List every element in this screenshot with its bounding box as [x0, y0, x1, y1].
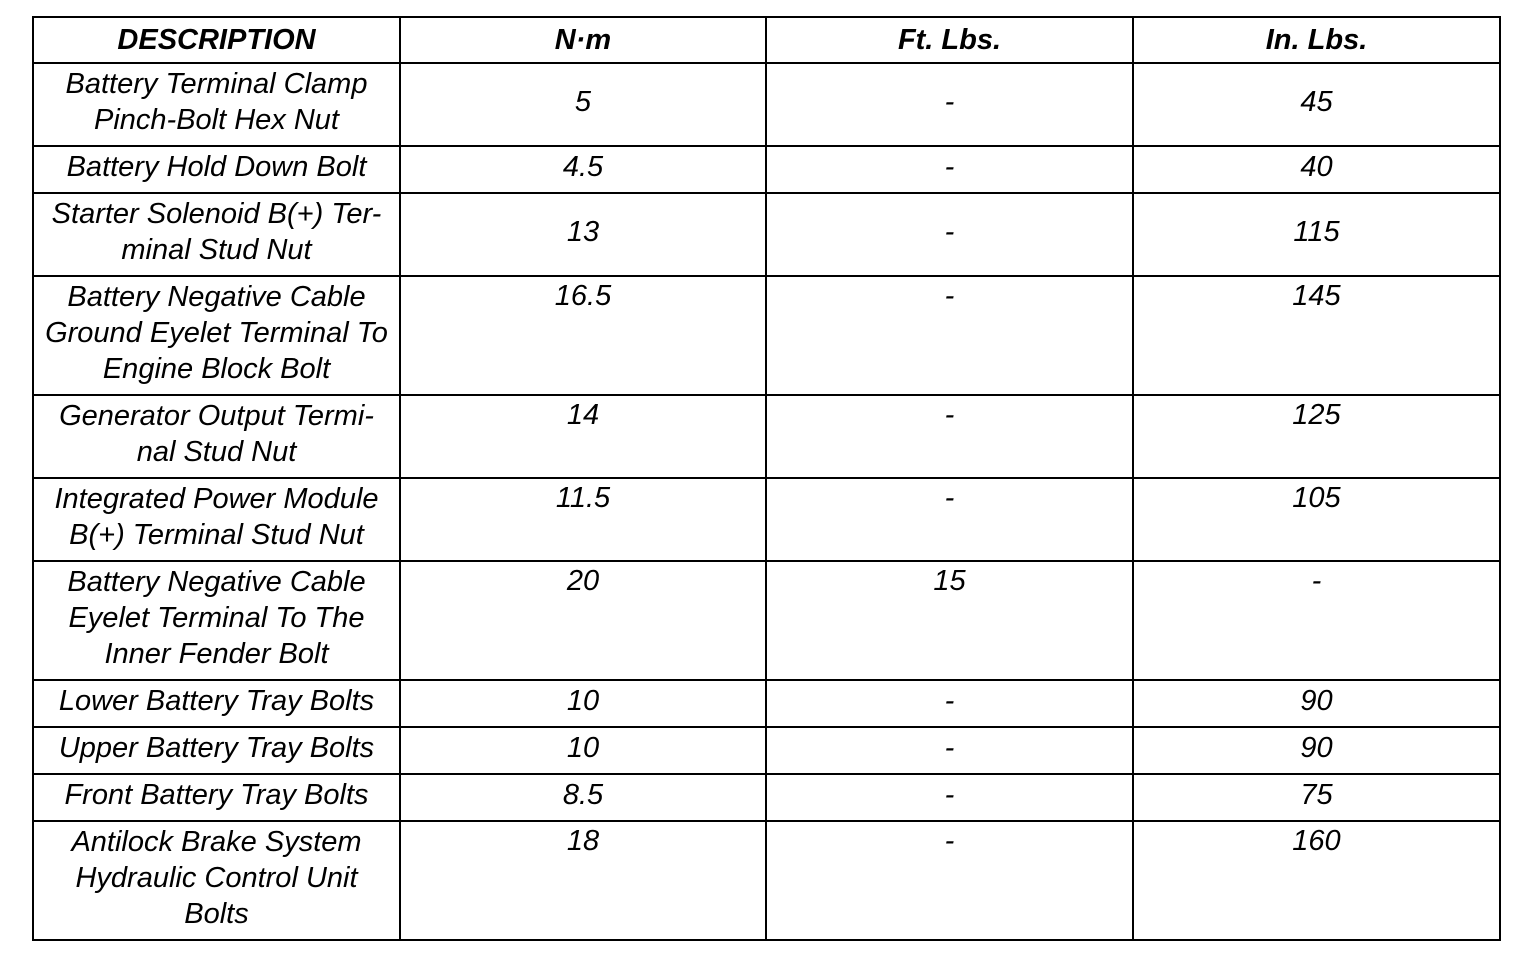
- row-foot-pounds: -: [766, 727, 1133, 774]
- row-foot-pounds: -: [766, 774, 1133, 821]
- row-newton-meters: 18: [400, 821, 766, 940]
- row-foot-pounds: -: [766, 821, 1133, 940]
- row-foot-pounds: -: [766, 193, 1133, 276]
- table-body: [33, 63, 1500, 940]
- row-newton-meters: 16.5: [400, 276, 766, 395]
- row-inch-pounds: 160: [1133, 821, 1500, 940]
- row-inch-pounds: -: [1133, 561, 1500, 680]
- table-header: [33, 17, 1500, 63]
- table-row: [33, 821, 1500, 940]
- row-inch-pounds: 105: [1133, 478, 1500, 561]
- row-description: Starter Solenoid B(+) Ter-minal Stud Nut: [33, 193, 400, 276]
- row-newton-meters: 11.5: [400, 478, 766, 561]
- row-newton-meters: 10: [400, 680, 766, 727]
- row-inch-pounds: 90: [1133, 727, 1500, 774]
- row-newton-meters: 8.5: [400, 774, 766, 821]
- torque-specification-table: [32, 16, 1501, 941]
- table-row: [33, 63, 1500, 146]
- table-row: [33, 774, 1500, 821]
- header-description: DESCRIPTION: [33, 17, 400, 63]
- table-row: [33, 680, 1500, 727]
- row-inch-pounds: 125: [1133, 395, 1500, 478]
- table-row: [33, 395, 1500, 478]
- table-row: [33, 146, 1500, 193]
- row-newton-meters: 4.5: [400, 146, 766, 193]
- row-newton-meters: 14: [400, 395, 766, 478]
- row-description: Battery Hold Down Bolt: [33, 146, 400, 193]
- row-foot-pounds: -: [766, 63, 1133, 146]
- row-inch-pounds: 90: [1133, 680, 1500, 727]
- row-foot-pounds: -: [766, 276, 1133, 395]
- table-row: [33, 478, 1500, 561]
- row-inch-pounds: 45: [1133, 63, 1500, 146]
- row-foot-pounds: -: [766, 146, 1133, 193]
- row-description: Upper Battery Tray Bolts: [33, 727, 400, 774]
- row-foot-pounds: -: [766, 395, 1133, 478]
- header-inch-pounds: In. Lbs.: [1133, 17, 1500, 63]
- header-row: [33, 17, 1500, 63]
- table-row: [33, 276, 1500, 395]
- row-description: Battery Negative Cable Ground Eyelet Terminal To Engine Block Bolt: [33, 276, 400, 395]
- row-description: Antilock Brake System Hydraulic Control Unit Bolts: [33, 821, 400, 940]
- row-newton-meters: 20: [400, 561, 766, 680]
- row-description: Integrated Power Module B(+) Terminal Stud Nut: [33, 478, 400, 561]
- row-newton-meters: 10: [400, 727, 766, 774]
- row-foot-pounds: 15: [766, 561, 1133, 680]
- row-inch-pounds: 145: [1133, 276, 1500, 395]
- header-foot-pounds: Ft. Lbs.: [766, 17, 1133, 63]
- row-newton-meters: 13: [400, 193, 766, 276]
- table-row: [33, 193, 1500, 276]
- row-inch-pounds: 75: [1133, 774, 1500, 821]
- header-newton-meters: N·m: [400, 17, 766, 63]
- row-inch-pounds: 40: [1133, 146, 1500, 193]
- table-row: [33, 561, 1500, 680]
- row-description: Generator Output Termi-nal Stud Nut: [33, 395, 400, 478]
- row-foot-pounds: -: [766, 478, 1133, 561]
- row-description: Lower Battery Tray Bolts: [33, 680, 400, 727]
- row-foot-pounds: -: [766, 680, 1133, 727]
- row-description: Front Battery Tray Bolts: [33, 774, 400, 821]
- table-row: [33, 727, 1500, 774]
- row-description: Battery Negative Cable Eyelet Terminal To The Inner Fender Bolt: [33, 561, 400, 680]
- row-newton-meters: 5: [400, 63, 766, 146]
- row-description: Battery Terminal Clamp Pinch-Bolt Hex Nut: [33, 63, 400, 146]
- row-inch-pounds: 115: [1133, 193, 1500, 276]
